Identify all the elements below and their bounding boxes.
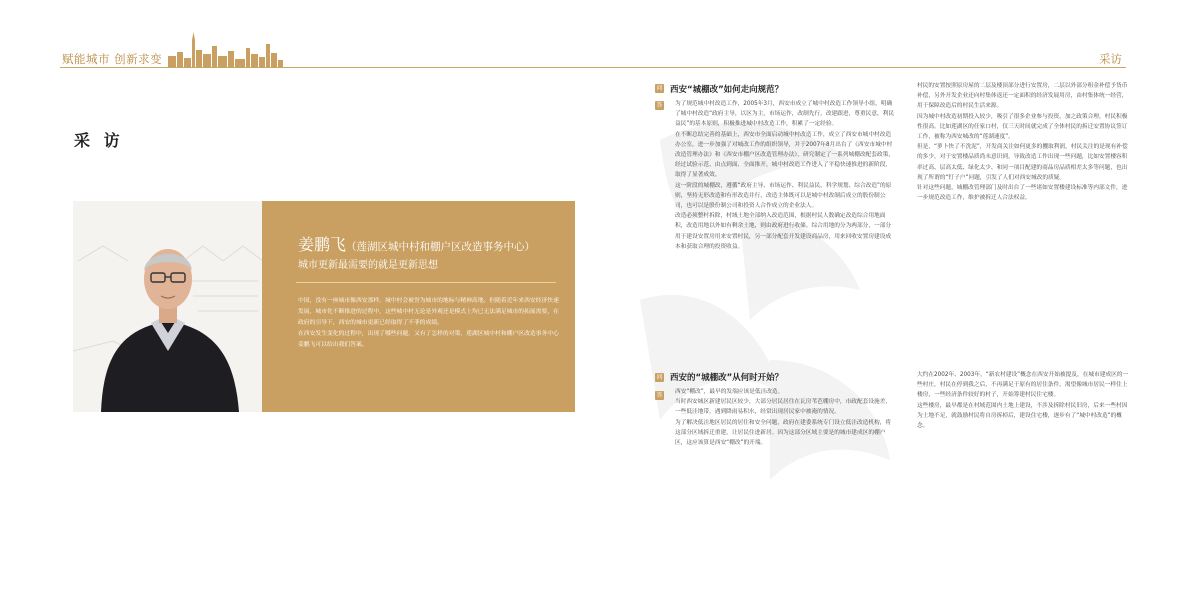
header-divider: [60, 67, 1126, 68]
answer-1-column-1: [675, 99, 895, 252]
answer-paragraph: 为了规范城中村改造工作，2005年3月，西安市成立了城中村改造工作领导小组，明确了城中村改造“政府主导，以区为主，市场运作，改制先行，改建跟进，尊重民意，利民益民”的基本原则，积极推进城中村改造工作，积累了一定经验。: [675, 101, 895, 128]
answer-2-column-2: [917, 370, 1132, 431]
city-skyline-icon: [168, 32, 283, 68]
answer-1-column-2: [917, 81, 1132, 203]
answer-paragraph: 在不断总结完善的基础上，西安市全面启动城中村改造工作，成立了西安市城中村改造办公室，进一步加强了对城改工作的组织领导，并于2007年8月出台了《西安市城中村改造管理办法》和《西安市棚户区改造管理办法》，研究制定了一系列城棚改配套政策，经过试验示范、由点到面、全面推开，城中村改造工作进入了平稳快速推进的新阶段，取得了显著成效。: [675, 131, 894, 179]
intro-paragraph: 在西安发生变化的过程中，出现了哪些问题，又有了怎样的对策，莲湖区城中村和棚户区改造事务中心姜鹏飞可以给出我们答案。: [298, 331, 559, 348]
answer-paragraph: 针对这些问题，城棚改管理部门及时出台了一些诸如安置楼建设标准等内部文件，进一步规范改造工作，维护被拆迁人合法权益。: [917, 185, 1128, 202]
header-title: 赋能城市 创新求变: [62, 52, 163, 66]
intro-paragraph: 中国，没有一座城市像西安那样，城中村会被誉为城市的地标与精神高地。但随着近年来西安经济快速发展，城市化不断推进的过程中，这些城中村无论是外观还是模式上均已无法满足城市的拓展需要，在政府的引导下，西安的城市更新已经取得了不菲的成绩。: [298, 298, 559, 326]
interview-subtitle: 城市更新最需要的就是更新思想: [298, 260, 438, 271]
interview-intro: [298, 296, 560, 351]
header-section-label: 采访: [1099, 52, 1122, 66]
question-2-title: 西安的“城棚改”从何时开始？: [670, 373, 784, 383]
answer-paragraph: 当时西安城区新建居民区较少，大部分居民居住在瓦房苇芭棚房中，市政配套设施差，一些低洼地带，遇到降雨易积水，经常出现居民家中被淹的情况。: [675, 399, 892, 416]
answer-badge: 答: [656, 102, 663, 109]
question-badge: 问: [656, 374, 663, 381]
interviewee-name: 姜鹏飞: [298, 235, 347, 254]
answer-paragraph: 改造必须整村拆除，村域土地全部纳入改造范围，根据村民人数确定改造综合用地面积，改造用地以外如有剩余土地，则由政府进行收储。综合用地的分为两部分，一部分用于建设安置房用来安置村民，另一部分配套开发建设商品房，用来回收安置房建设成本和获取合理的投资收益。: [675, 213, 892, 250]
answer-badge: 答: [656, 392, 663, 399]
interviewee-photo: [73, 201, 263, 412]
answer-paragraph: 这些楼房，最早都是在村域范围内土地上建设，不涉及拆除村民旧房，后来一些村因为土地不足，就鼓励村民将自房拆掉后，建设住宅楼，逐步有了“城中村改造”的概念。: [917, 402, 1128, 430]
interviewee-name-line: [298, 232, 535, 255]
answer-paragraph: 因为城中村改造初期投入较少，吸引了很多企业参与投资，加之政策合理，村民积极性很高。比如莲湖区的任家口村，仅三天时间就完成了全体村民的拆迁安置协议签订工作，被称为西安城改的“莲湖速度”。: [917, 113, 1128, 141]
answer-paragraph: 为了解决低洼地区居民的居住和安全问题，政府在建委系统专门设立低洼改造机构，将这部分区域拆迁重建，让居民住进新居。因为这部分区域主要是的城市建成区的棚户区，这应该算是西安“棚改”的开端。: [675, 419, 892, 447]
question-badge: 问: [656, 85, 663, 92]
answer-paragraph: 村民的安置按照原房屋的二层及楼顶部分进行安置房，二层以外部分租金补偿予货币补偿，另外开发企业还向村集体返还一定面积的经济发展用房，由村集体统一经营，用于保障改造后的村民生活来源。: [917, 83, 1128, 110]
answer-2-column-1: [675, 387, 895, 448]
card-divider: [296, 282, 556, 283]
page-title: 采 访: [74, 131, 124, 150]
answer-paragraph: 大约在2002年、2003年，“新农村建设”概念在西安开始被提及，在城市建成区的一些村庄，村民在停到我之后，不再满足于原有的居住条件，渴望像城市居民一样住上楼房，一些经济条件较好的村子，开始筹建村民住宅楼。: [917, 372, 1129, 399]
answer-paragraph: 这一阶段的城棚改，遵循“政府主导、市场运作、利民益民、科学规划、综合改造”的原则，坚持无形改造和有形改造并行，改造主体既可以是城中村改制后成立的股份制公司，也可以是股份制公司和投资人合作成立的企业法人。: [675, 182, 892, 210]
interviewee-organization: （莲湖区城中村和棚户区改造事务中心）: [346, 241, 536, 253]
answer-paragraph: 但是，“萝卜快了不洗泥”，开发商关注如何更多的攫取利润，村民关注的是现有补偿的多少，对于安置楼品质尚未意识到，导致改造工作出现一些问题，比如安置楼容积率过高、层高太低、绿化太少、和同一项目配建的商品房品质相差太多等问题，也出现了所谓的“钉子户”问题，引发了人们对西安城改的质疑。: [917, 144, 1128, 181]
question-1-title: 西安“城棚改”如何走向规范？: [670, 85, 784, 95]
answer-paragraph: 西安“棚改”，最早的发端应该是低洼改造。: [675, 389, 784, 395]
